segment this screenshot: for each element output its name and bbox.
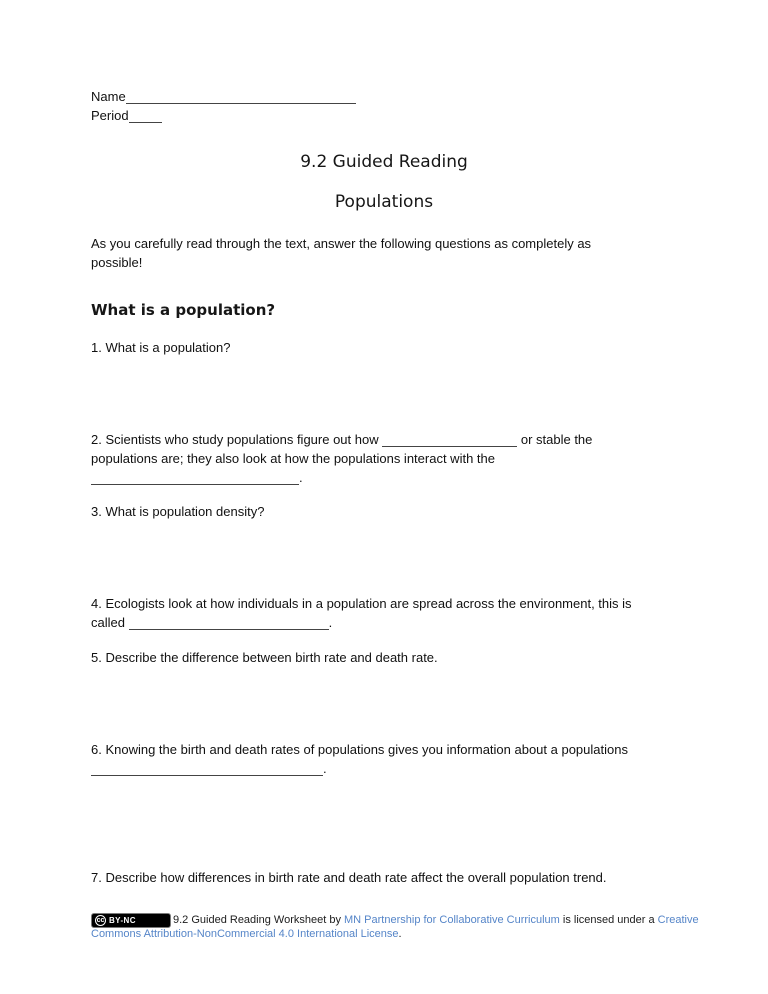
question-2-blank-2: [91, 484, 299, 485]
license-footer: [91, 913, 699, 941]
cc-logo-icon: cc: [96, 917, 105, 924]
question-4: [91, 594, 677, 632]
cc-badge-label: BY-NC: [109, 915, 136, 925]
question-6-blank: [91, 775, 323, 776]
name-period-block: [91, 87, 677, 125]
question-2-line-3: [91, 468, 677, 487]
license-line-2: [91, 927, 677, 941]
period-row: [91, 106, 677, 125]
period-label: Period: [91, 108, 129, 123]
question-4-line-1: 4. Ecologists look at how individuals in a population are spread across the environment, this is: [91, 596, 632, 611]
intro-line-1: As you carefully read through the text, answer the following questions as completely as: [91, 236, 592, 251]
cc-license-link-part1[interactable]: Creative: [657, 914, 699, 926]
name-blank-line: [126, 103, 356, 104]
section-heading: What is a population?: [91, 301, 276, 319]
name-row: [91, 87, 677, 106]
question-6: [91, 740, 677, 778]
question-4-blank: [129, 629, 329, 630]
license-text-pre: 9.2 Guided Reading Worksheet by: [173, 914, 345, 926]
page-subtitle: Populations: [334, 192, 434, 212]
period-blank-line: [129, 122, 162, 123]
page-title: 9.2 Guided Reading: [300, 152, 468, 172]
question-2-text-post: or stable the: [517, 432, 593, 447]
license-text-mid: is licensed under a: [559, 914, 658, 926]
license-line-1: [91, 913, 699, 927]
question-2-line-2: populations are; they also look at how the populations interact with the: [91, 451, 495, 466]
question-1: 1. What is a population?: [91, 340, 231, 355]
question-4-punct: .: [328, 615, 333, 630]
question-2-text-pre: 2. Scientists who study populations figure out how: [91, 432, 383, 447]
question-2-blank-1: [382, 446, 517, 447]
question-2-line-1: [91, 430, 677, 449]
question-5: 5. Describe the difference between birth rate and death rate.: [91, 650, 438, 665]
question-6-line-2: [91, 759, 677, 778]
question-4-line-2: [91, 613, 677, 632]
mn-partnership-link[interactable]: MN Partnership for Collaborative Curriculum: [344, 914, 560, 926]
question-2: [91, 430, 677, 487]
question-3: 3. What is population density?: [91, 504, 265, 519]
question-4-text-pre: called: [91, 615, 129, 630]
intro-paragraph: [91, 234, 677, 272]
cc-license-link-part2[interactable]: Commons Attribution-NonCommercial 4.0 International License: [91, 928, 399, 940]
license-text-post: .: [398, 928, 402, 940]
question-7: 7. Describe how differences in birth rate and death rate affect the overall population trend.: [91, 870, 607, 885]
question-6-punct: .: [323, 761, 327, 776]
question-6-line-1: 6. Knowing the birth and death rates of populations gives you information about a populations: [91, 742, 628, 757]
name-label: Name: [91, 89, 126, 104]
cc-by-nc-badge[interactable]: [91, 913, 171, 928]
question-2-punct: .: [299, 470, 303, 485]
intro-line-2: possible!: [91, 255, 143, 270]
